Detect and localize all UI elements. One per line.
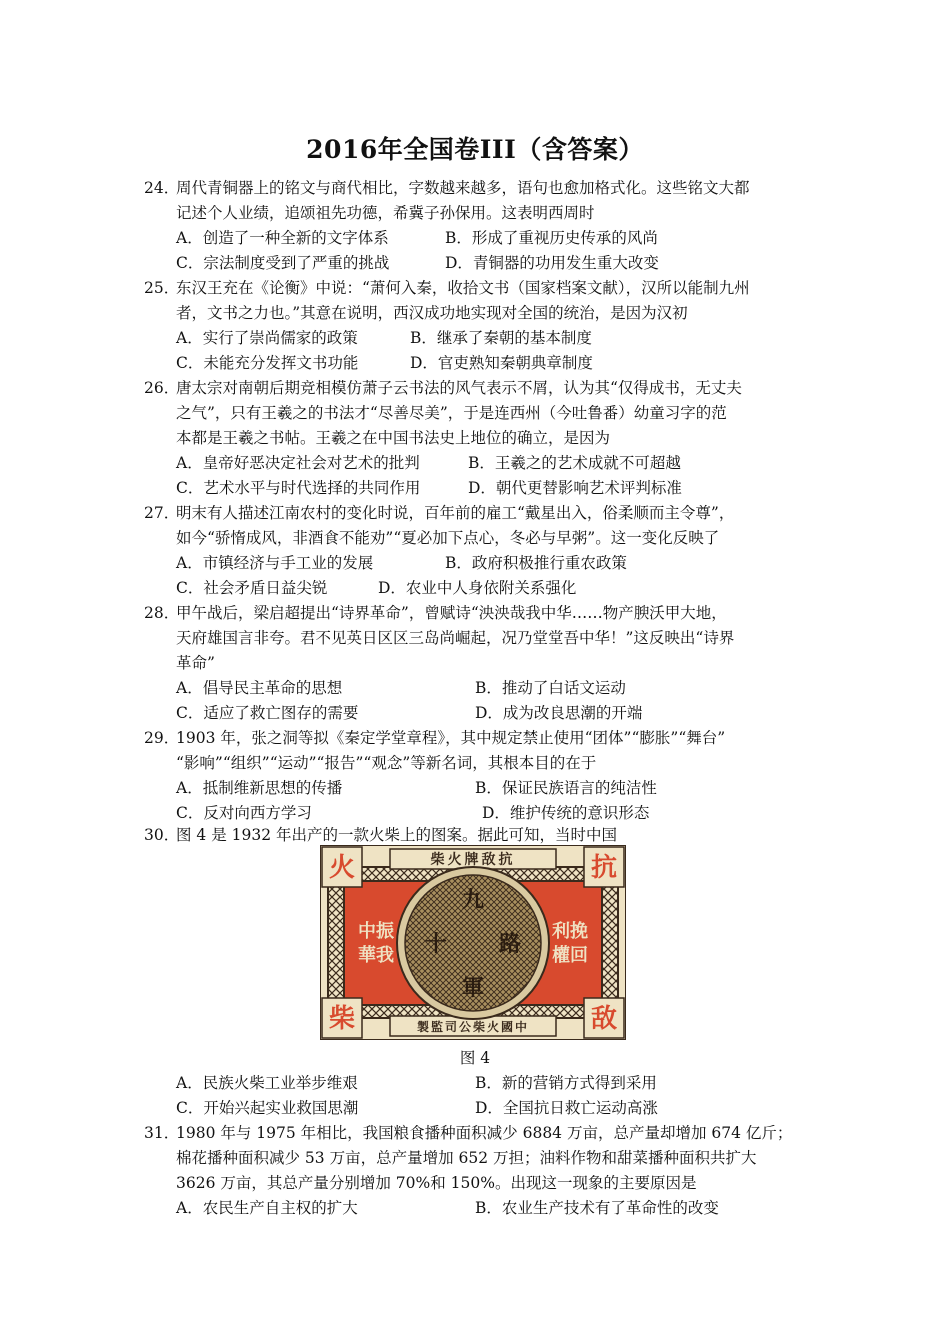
option-a: A．市镇经济与手工业的发展 bbox=[176, 554, 374, 572]
question-text: 图 4 是 1932 年出产的一款火柴上的图案。据此可知，当时中国 bbox=[176, 826, 618, 844]
corner-char-tr: 抗 bbox=[590, 853, 618, 883]
question-number: 24． bbox=[144, 179, 180, 197]
question-text: 棉花播种面积减少 53 万亩，总产量增加 652 万担；油料作物和甜菜播种面积共扩大 bbox=[176, 1149, 757, 1167]
option-a: A．创造了一种全新的文字体系 bbox=[176, 229, 389, 247]
question-text: 记述个人业绩，追颂祖先功德，希冀子孙保用。这表明西周时 bbox=[176, 204, 595, 222]
option-a: A．民族火柴工业举步维艰 bbox=[176, 1074, 358, 1092]
option-a: A．实行了崇尚儒家的政策 bbox=[176, 329, 358, 347]
top-banner-text: 柴火牌敌抗 bbox=[430, 852, 516, 868]
question-text: 如今“骄惰成风，非酒食不能劝”“夏必加下点心，冬必与早粥”。这一变化反映了 bbox=[176, 529, 720, 547]
option-d: D．维护传统的意识形态 bbox=[482, 804, 650, 822]
question-text: 明末有人描述江南农村的变化时说，百年前的雇工“戴星出入，俗柔顺而主令尊”， bbox=[176, 504, 735, 522]
matchbox-label-figure bbox=[320, 845, 626, 1040]
option-c: C．开始兴起实业救国思潮 bbox=[176, 1099, 359, 1117]
option-b: B．继承了秦朝的基本制度 bbox=[410, 329, 592, 347]
option-c: C．适应了救亡图存的需要 bbox=[176, 704, 359, 722]
question-text: 天府雄国言非夸。君不见英日区区三岛尚崛起，况乃堂堂吾中华！”这反映出“诗界 bbox=[176, 629, 735, 647]
corner-char-bl: 柴 bbox=[328, 1004, 356, 1034]
question-text: 周代青铜器上的铭文与商代相比，字数越来越多，语句也愈加格式化。这些铭文大都 bbox=[176, 179, 750, 197]
option-c: C．未能充分发挥文书功能 bbox=[176, 354, 359, 372]
question-text: 之气”，只有王羲之的书法才“尽善尽美”，于是连西州（今吐鲁番）幼童习字的范 bbox=[176, 404, 727, 422]
option-b: B．政府积极推行重农政策 bbox=[445, 554, 627, 572]
question-number: 31． bbox=[144, 1124, 180, 1142]
option-c: C．艺术水平与时代选择的共同作用 bbox=[176, 479, 421, 497]
question-text: 革命” bbox=[176, 654, 215, 672]
option-c: C．社会矛盾日益尖锐 bbox=[176, 579, 328, 597]
question-number: 29． bbox=[144, 729, 180, 747]
option-b: B．王羲之的艺术成就不可超越 bbox=[468, 454, 681, 472]
option-d: D．全国抗日救亡运动高涨 bbox=[475, 1099, 658, 1117]
question-number: 26． bbox=[144, 379, 180, 397]
option-a: A．农民生产自主权的扩大 bbox=[176, 1199, 358, 1217]
option-d: D．成为改良思潮的开端 bbox=[475, 704, 643, 722]
left-slogan-line: 中振 bbox=[358, 921, 394, 942]
question-text: 甲午战后，梁启超提出“诗界革命”，曾赋诗“泱泱哉我中华……物产腴沃甲大地， bbox=[176, 604, 727, 622]
option-b: B．保证民族语言的纯洁性 bbox=[475, 779, 657, 797]
option-a: A．倡导民主革命的思想 bbox=[176, 679, 343, 697]
question-text: 东汉王充在《论衡》中说：“萧何入秦，收拾文书（国家档案文献），汉所以能制九州 bbox=[176, 279, 750, 297]
medallion-char: 軍 bbox=[461, 975, 485, 1001]
option-d: D．朝代更替影响艺术评判标准 bbox=[468, 479, 682, 497]
question-number: 30． bbox=[144, 826, 180, 844]
option-a: A．抵制维新思想的传播 bbox=[176, 779, 343, 797]
left-slogan-line: 華我 bbox=[358, 945, 394, 966]
question-text: 唐太宗对南朝后期竞相模仿萧子云书法的风气表示不屑，认为其“仅得成书，无丈夫 bbox=[176, 379, 742, 397]
question-number: 25． bbox=[144, 279, 180, 297]
option-b: B．新的营销方式得到采用 bbox=[475, 1074, 657, 1092]
question-number: 27． bbox=[144, 504, 180, 522]
question-text: 1903 年，张之洞等拟《秦定学堂章程》，其中规定禁止使用“团体”“膨胀”“舞台” bbox=[176, 729, 726, 747]
figure-caption: 图 4 bbox=[459, 1049, 491, 1067]
option-c: C．宗法制度受到了严重的挑战 bbox=[176, 254, 390, 272]
corner-char-br: 敌 bbox=[590, 1004, 618, 1034]
medallion-char: 路 bbox=[498, 931, 522, 957]
question-text: 本都是王羲之书帖。王羲之在中国书法史上地位的确立，是因为 bbox=[176, 429, 611, 447]
corner-char-tl: 火 bbox=[328, 853, 356, 883]
medallion-char: 十 bbox=[424, 931, 448, 957]
question-number: 28． bbox=[144, 604, 180, 622]
option-b: B．推动了白话文运动 bbox=[475, 679, 626, 697]
question-text: “影响”“组织”“运动”“报告”“观念”等新名词，其根本目的在于 bbox=[176, 754, 597, 772]
bottom-banner-text: 製監司公柴火國中 bbox=[416, 1020, 530, 1034]
medallion-char: 九 bbox=[461, 887, 485, 913]
option-d: D．农业中人身依附关系强化 bbox=[378, 579, 577, 597]
option-b: B．农业生产技术有了革命性的改变 bbox=[475, 1199, 719, 1217]
page-title: 2016年全国卷III（含答案） bbox=[306, 135, 644, 164]
option-c: C．反对向西方学习 bbox=[176, 804, 312, 822]
option-d: D．青铜器的功用发生重大改变 bbox=[445, 254, 659, 272]
matchbox-label-image bbox=[320, 845, 626, 1040]
question-text: 1980 年与 1975 年相比，我国粮食播种面积减少 6884 万亩，总产量却增加 674 亿斤； bbox=[176, 1124, 793, 1142]
option-b: B．形成了重视历史传承的风尚 bbox=[445, 229, 658, 247]
right-slogan-line: 利挽 bbox=[552, 921, 588, 942]
question-text: 3626 万亩，其总产量分别增加 70%和 150%。出现这一现象的主要原因是 bbox=[176, 1174, 697, 1192]
question-text: 者，文书之力也。”其意在说明，西汉成功地实现对全国的统治，是因为汉初 bbox=[176, 304, 688, 322]
right-slogan-line: 權回 bbox=[552, 945, 588, 966]
option-d: D．官吏熟知秦朝典章制度 bbox=[410, 354, 593, 372]
option-a: A．皇帝好恶决定社会对艺术的批判 bbox=[176, 454, 420, 472]
